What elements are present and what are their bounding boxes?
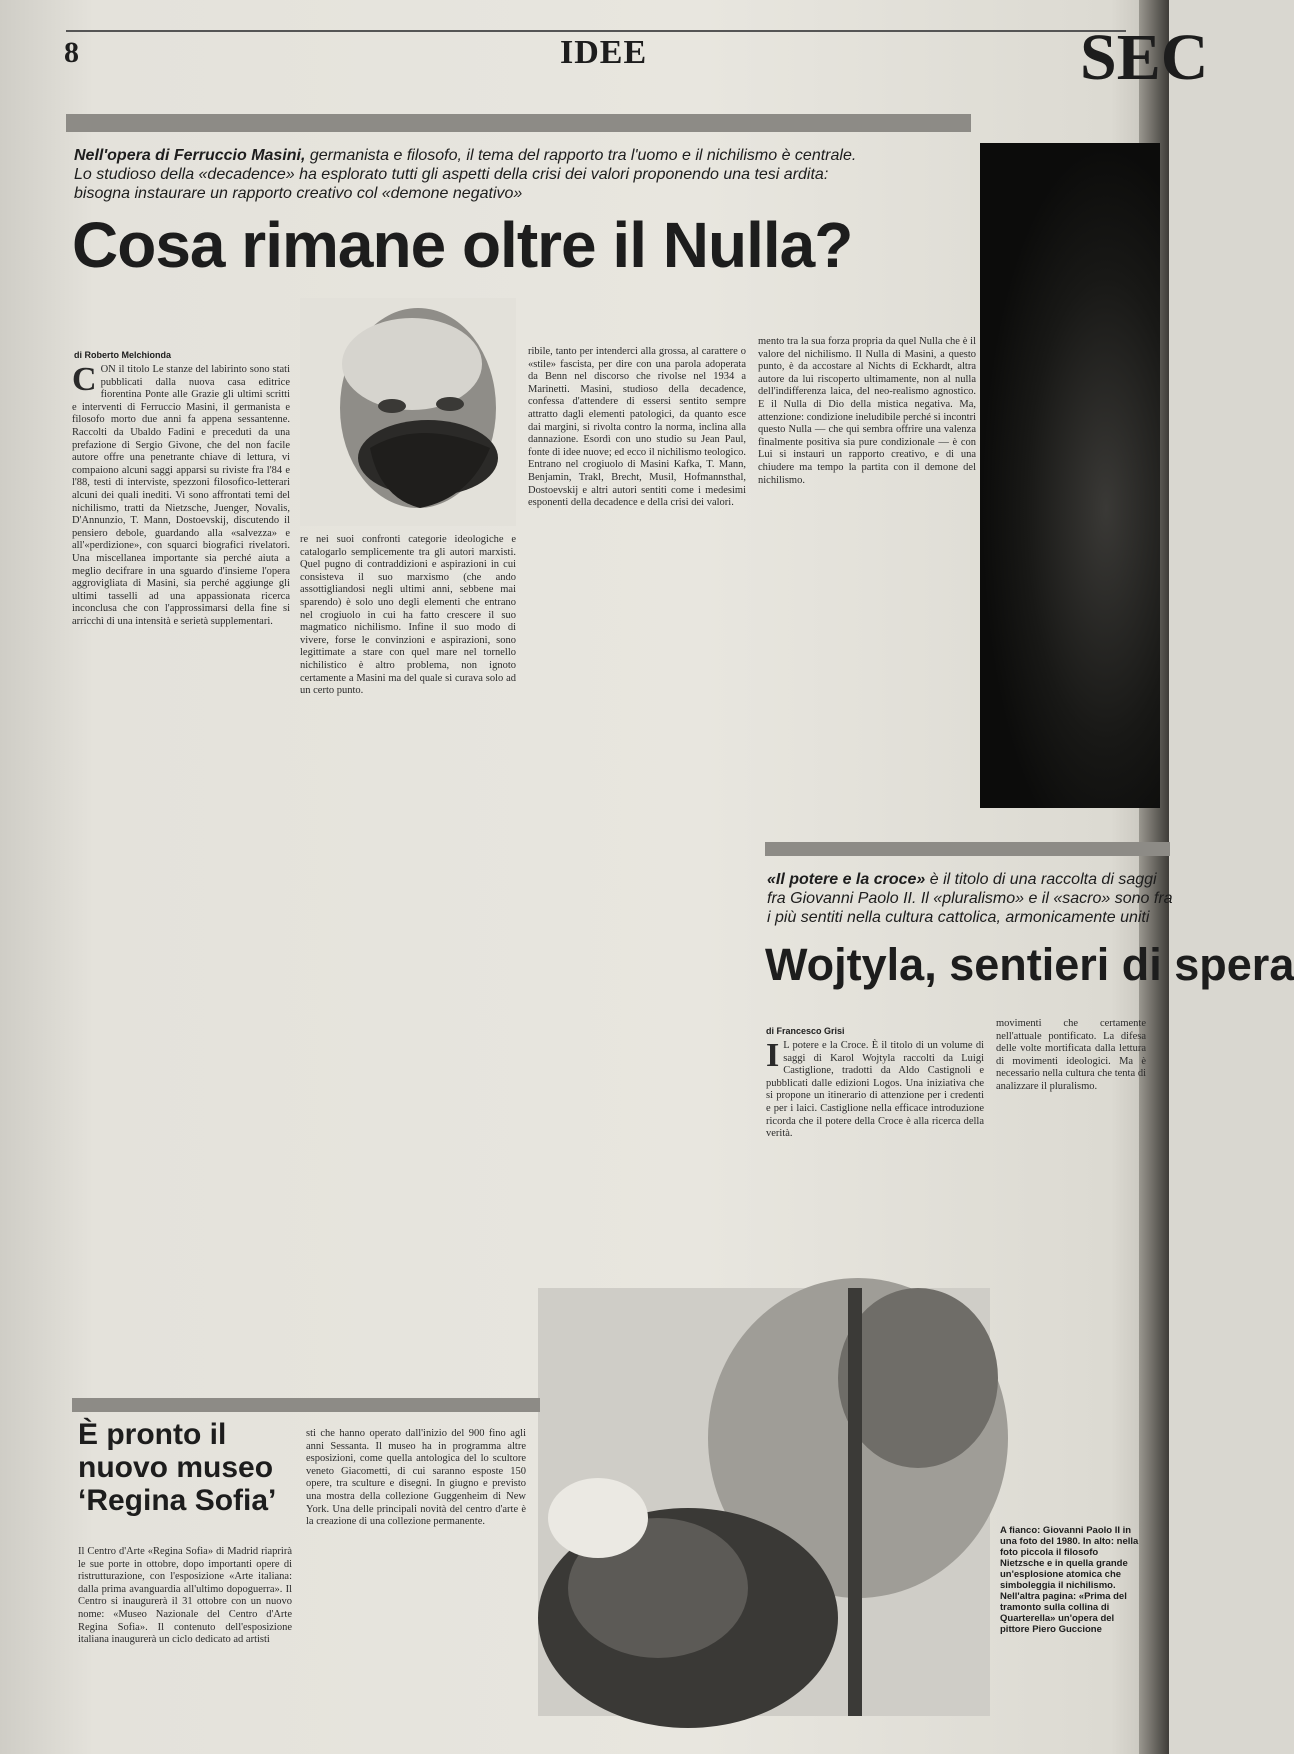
article1-col3-text: ribile, tanto per intenderci alla grossa, al carattere o «stile» fascista, per dire con una parola adoperata da Benn nel discorso che rivolse nel 1934 a Marinetti. Masini, studioso della decadence, confessa d'attendere di essersi sentito sempre attratto dagli elementi patologici, da quanto esce dai margini, si rivolta contro la norma, inclina alla dannazione. Esordì con uno studio su Jean Paul, fonte di idee nuove; ed ecco il nichilismo teologico. Entrano nel crogiuolo di Masini Kafka, T. Mann, Benjamin, Trakl, Brecht, Musil, Hofmannsthal, Dostoevskij e altri autori sentiti come i medesimi esponenti della decadence e della crisi dei valori. xyxy=(528,346,746,509)
article1-column-4 xyxy=(758,336,976,826)
article2-col1-text: L potere e la Croce. È il titolo di un volume di saggi di Karol Wojtyla raccolti da Luigi Castiglione, tradotti da Aldo Castignoli e pubblicati dalle edizioni Logos. Una iniziativa che si propone un itinerario di attenzione per i credenti e per i laici. Castiglione nella efficace introduzione ricorda che il potere della Croce è alla ricerca della verità. xyxy=(766,1040,984,1140)
section-title: IDEE xyxy=(560,34,648,71)
article2-col2-text: movimenti che certamente nell'attuale pontificato. La difesa delle volte mortificata dalla lettura di movimenti ideologici. Ma è necessario nella cultura che tenta di analizzare il pluralismo. xyxy=(996,1018,1146,1092)
article1-dropcap: C xyxy=(72,361,97,398)
article2-kicker-lead: «Il potere e la croce» xyxy=(767,871,926,888)
photo-caption: A fianco: Giovanni Paolo II in una foto del 1980. In alto: nella foto piccola il filosofo Nietzsche e in quella grande un'esplosione atomica che simboleggia il nichilismo. Nell'altra pagina: «Prima del tramonto sulla collina di Quarterella» un'opera del pittore Piero Guccione xyxy=(1000,1525,1139,1635)
article1-col2-text: re nei suoi confronti categorie ideologiche e catalogarlo semplicemente tra gli autori marxisti. Quel pugno di contraddizioni e aspirazioni in cui consisteva il suo marxismo (che ando assottigliandosi negli ultimi anni, sebbene mai sparendo) è solo uno degli elementi che entrano nel crogiuolo in cui ha fatto crescere il suo magmatico nichilismo. Infine il suo modo di vivere, forse le convinzioni e aspirazioni, sono legittimate a stare con quel mare nel tornello nichilistico è altro problema, non ignoto certamente a Masini ma del quale si curava solo ad un certo punto. xyxy=(300,534,516,697)
top-bar xyxy=(66,114,971,132)
article2-column-2 xyxy=(996,1018,1146,1408)
article1-column-2 xyxy=(300,534,516,1400)
masthead-fragment: SEC xyxy=(1080,21,1209,94)
article3-column-2 xyxy=(306,1428,526,1716)
article1-column-3 xyxy=(528,346,746,1286)
article3-headline: È pronto il nuovo museo ‘Regina Sofia’ xyxy=(78,1418,277,1517)
article1-col4-text: mento tra la sua forza propria da quel Nulla che è il valore del nichilismo. Il Nulla di Masini, a questo punto, è da accostare al Nichts di Eckhardt, altra autore da lui riscoperto ultimamente, non al nulla dell'indifferenza laica, del neo-realismo agnostico. E il Nulla di Dio della mistica negativa. Ma, attenzione: condizione ineludibile perché si incontri questo Nulla — che qui sembra offrire una valenza finalmente positiva sia pure condizionale — è con Lui si instauri un rapporto creativo, e di una chiudere ma tempo la partita con il demone del nichilismo. xyxy=(758,336,976,486)
article3-col1-text: Il Centro d'Arte «Regina Sofia» di Madrid riaprirà le sue porte in ottobre, dopo importanti opere di ristrutturazione, con l'esposizione «Arte italiana: dalla prima avanguardia all'ultimo dopoguerra». Il Centro si inaugurerà il 31 ottobre con un nuovo nome: «Museo Nazionale del Centro d'Arte Regina Sofia». Il contenuto dell'esposizione italiana inaugurerà un ciclo dedicato ad artisti xyxy=(78,1546,292,1646)
article3-column-1 xyxy=(78,1546,292,1716)
article2-kicker xyxy=(767,870,1177,927)
article2-kicker-rest: è il titolo di una raccolta di saggi fra Giovanni Paolo II. Il «pluralismo» e il «sacro» sono fra i più sentiti nella cultura cattolica, armonicamente uniti xyxy=(767,871,1173,926)
page-number: 8 xyxy=(64,36,79,69)
article1-kicker xyxy=(74,146,874,203)
article2-headline: Wojtyla, sentieri di spera xyxy=(765,939,1294,990)
article2-column-1 xyxy=(766,1037,984,1286)
header-rule xyxy=(66,30,1126,32)
article3-bar xyxy=(72,1398,540,1412)
article1-kicker-lead: Nell'opera di Ferruccio Masini, xyxy=(74,147,306,164)
article1-headline: Cosa rimane oltre il Nulla? xyxy=(72,209,853,281)
article2-bar xyxy=(765,842,1170,856)
article3-col2-text: sti che hanno operato dall'inizio del 900 fino agli anni Sessanta. Il museo ha in programma altre esposizioni, come quella antologica del lo scultore veneto Giacometti, di cui saranno esposte 150 opere, tra sculture e disegni. In giugno e previsto una mostra della collezione Guggenheim di New York. Una delle principali novità del centro d'arte è la creazione di una collezione permanente. xyxy=(306,1428,526,1528)
article2-byline: di Francesco Grisi xyxy=(766,1026,845,1036)
article1-col1-text: ON il titolo Le stanze del labirinto sono stati pubblicati dalla nuova casa editrice fiorentina Ponte alle Grazie gli ultimi scritti e interventi di Ferruccio Masini, il germanista e filosofo morto due anni fa appena sessantenne. Raccolti da Ubaldo Fadini e preceduti da una prefazione di Sergio Givone, che del non facile autore offre una penetrante chiave di lettura, vi compaiono alcuni saggi apparsi su riviste fra l'84 e l'88, testi di interviste, spezzoni filosofico-letterari alcuni dei quali inediti. Vi sono affrontati temi del nichilismo, tratti da Nietzsche, Juenger, Novalis, D'Annunzio, T. Mann, Dostoevskij, discutendo il pensiero debole, guardando alla «salvezza» e all'«perdizione», con squarci biografici rivelatori. Una miscellanea importante sia perché aiuta a meglio decifrare in una sguardo d'insieme l'opera aggrovigliata di Masini, sia perché aggiunge gli ultimi tasselli ad una appassionata ricerca inconclusa che con l'approssimarsi della fine si arricchì di una intensità e serietà supplementari. xyxy=(72,364,290,627)
nietzsche-photo xyxy=(300,298,516,526)
wojtyla-portrait-photo xyxy=(980,143,1160,808)
article1-byline: di Roberto Melchionda xyxy=(74,350,172,360)
article1-column-1 xyxy=(72,361,290,1400)
explosion-photo xyxy=(538,1288,990,1716)
article2-dropcap: I xyxy=(766,1037,780,1074)
article1-kicker-rest: germanista e filosofo, il tema del rapporto tra l'uomo e il nichilismo è centrale. Lo studioso della «decadence» ha esplorato tutti gli aspetti della crisi dei valori proponendo una tesi ardita: bisogna instaurare un rapporto creativo col «demone negativo» xyxy=(74,147,857,202)
